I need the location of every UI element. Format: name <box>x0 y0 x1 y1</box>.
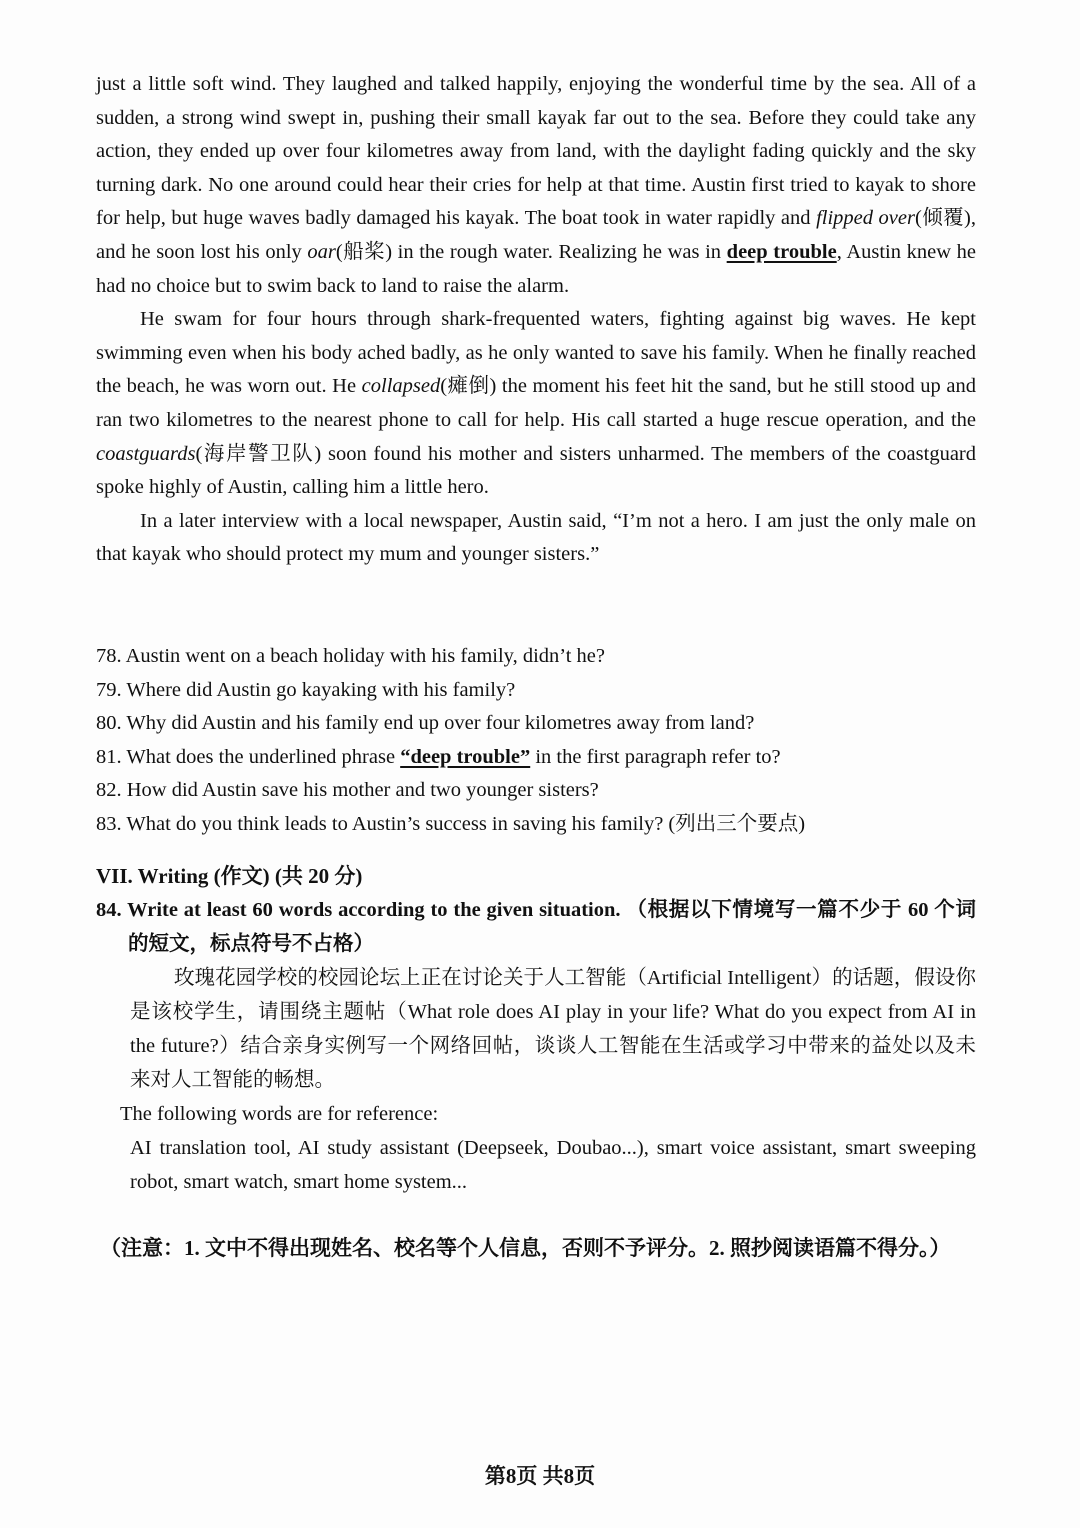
passage-paragraph-3: In a later interview with a local newspaper, Austin said, “I’m not a hero. I am just the only male on that kayak who should protect my mum and younger sisters.” <box>96 509 976 566</box>
term-flipped-over: flipped over <box>816 207 915 230</box>
writing-task: 84. Write at least 60 words according to the given situation. （根据以下情境写一篇不少于 60 个词的短文，标点符号不占格） <box>96 899 976 955</box>
question-79: 79. Where did Austin go kayaking with his family? <box>96 678 516 701</box>
question-list <box>96 640 976 841</box>
passage-paragraph-1: just a little soft wind. They laughed and talked happily, enjoying the wonderful time by the sea. All of a sudden, a strong wind swept in, pushing their small kayak far out to the sea. Before they could take any action, they ended up over four kilometres away from land, with the daylight fading quickly and the sky turning dark. No one around could hear their cries for help at that time. Austin first tried to kayak to shore for help, but huge waves badly damaged his kayak. The boat took in water rapidly and flipped over(倾覆), and he soon lost his only oar(船桨) in the rough water. Realizing he was in deep trouble, Austin knew he had no choice but to swim back to land to raise the alarm. <box>96 73 976 297</box>
term-oar: oar <box>307 240 336 263</box>
term-collapsed: collapsed <box>361 375 441 398</box>
writing-note: （注意：1. 文中不得出现姓名、校名等个人信息，否则不予评分。2. 照抄阅读语篇不得分。） <box>100 1236 951 1260</box>
question-78: 78. Austin went on a beach holiday with his family, didn’t he? <box>96 645 605 667</box>
question-80: 80. Why did Austin and his family end up over four kilometres away from land? <box>96 712 755 734</box>
underlined-phrase: “deep trouble” <box>400 745 531 768</box>
term-coastguards: coastguards <box>96 442 196 465</box>
page-footer: 第8页 共8页 <box>484 1464 596 1488</box>
reference-label: The following words are for reference: <box>120 1103 439 1125</box>
writing-situation: 玫瑰花园学校的校园论坛上正在讨论关于人工智能（Artificial Intelligent）的话题，假设你是该校学生，请围绕主题帖（What role does AI play in your life? What do you expect from AI in the future?）结合亲身实例写一个网络回帖，谈谈人工智能在生活或学习中带来的益处以及未来对人工智能的畅想。 <box>130 967 976 1091</box>
question-82: 82. How did Austin save his mother and two younger sisters? <box>96 779 599 801</box>
passage-paragraph-2: He swam for four hours through shark-frequented waters, fighting against big waves. He kept swimming even when his body ached badly, as he only wanted to save his family. When he finally reached the beach, he was worn out. He collapsed(瘫倒) the moment his feet hit the sand, but he still stood up and ran two kilometres to the nearest phone to call for help. His call started a huge rescue operation, and the coastguards(海岸警卫队) soon found his mother and sisters unharmed. The members of the coastguard spoke highly of Austin, calling him a little hero. <box>96 308 976 499</box>
writing-section <box>96 893 976 1199</box>
question-81: 81. What does the underlined phrase “deep trouble” in the first paragraph refer to? <box>96 745 781 768</box>
section-title-writing: VII. Writing (作文) (共 20 分) <box>96 864 363 888</box>
underlined-deep-trouble: deep trouble <box>726 240 837 263</box>
reference-words: AI translation tool, AI study assistant (Deepseek, Doubao...), smart voice assistant, smart sweeping robot, smart watch, smart home system... <box>130 1137 976 1193</box>
reading-passage <box>96 68 976 572</box>
question-83: 83. What do you think leads to Austin’s success in saving his family? (列出三个要点) <box>96 812 806 835</box>
